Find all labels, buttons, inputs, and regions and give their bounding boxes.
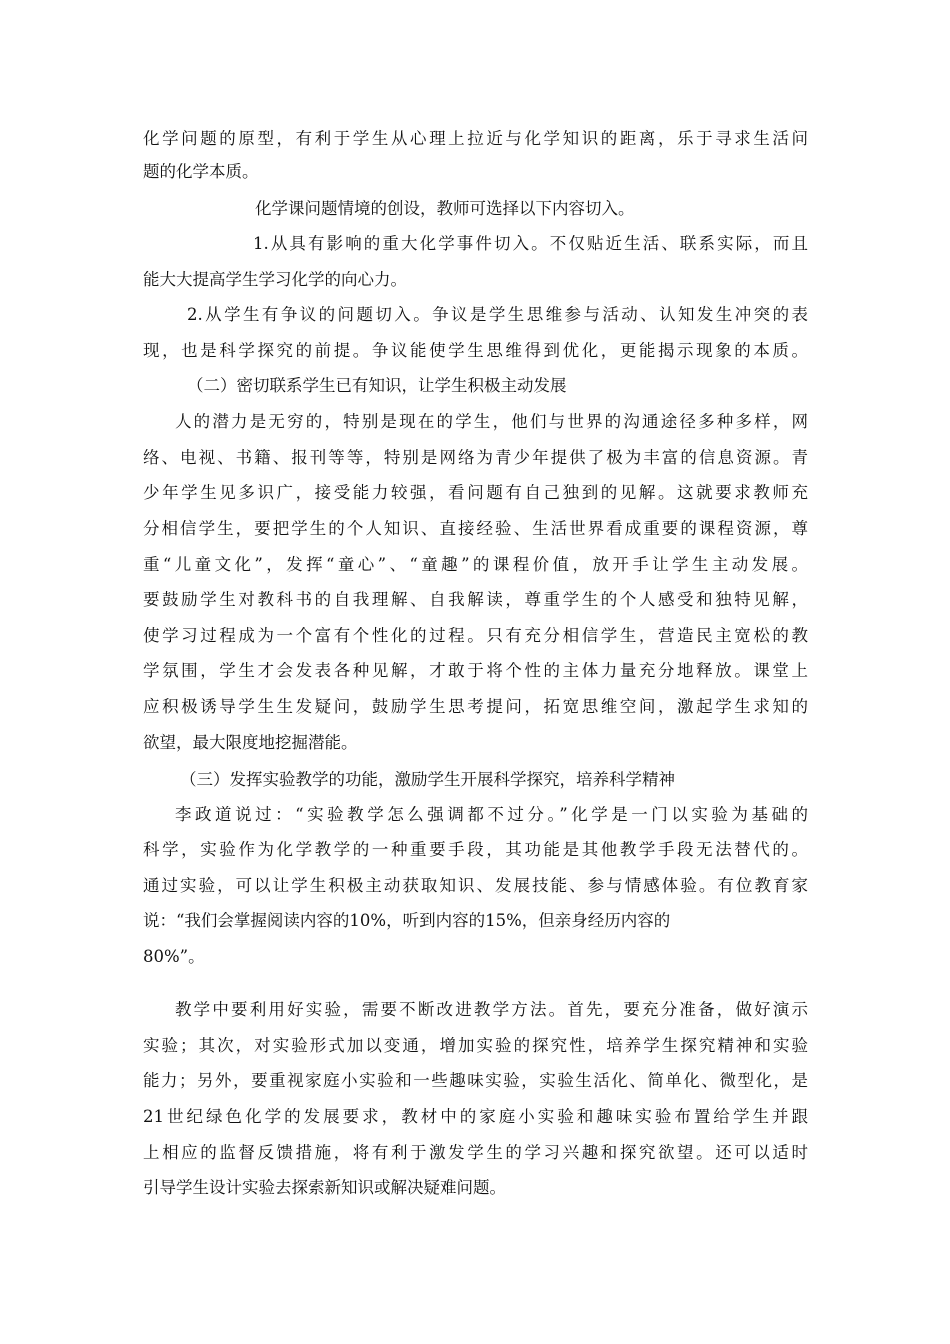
- text-line: 能大大提高学生学习化学的向心力。: [143, 270, 407, 289]
- text-line: 说：“我们会掌握阅读内容的10%，听到内容的15%，但亲身经历内容的: [143, 911, 671, 930]
- section-heading: （三）发挥实验教学的功能，激励学生开展科学探究，培养科学精神: [180, 770, 675, 789]
- text-line: 化学问题的原型，有利于学生从心理上拉近与化学知识的距离，乐于寻求生活问: [143, 129, 808, 148]
- text-line: 学氛围，学生才会发表各种见解，才敢于将个性的主体力量充分地释放。课堂上: [143, 661, 808, 680]
- text-line: 化学课问题情境的创设，教师可选择以下内容切入。: [255, 199, 635, 218]
- text-line: 80%”。: [143, 947, 205, 966]
- text-line: 科学，实验作为化学教学的一种重要手段，其功能是其他教学手段无法替代的。: [143, 840, 808, 859]
- text-line: 少年学生见多识广，接受能力较强，看问题有自己独到的见解。这就要求教师充: [143, 483, 808, 502]
- text-line: 题的化学本质。: [143, 162, 259, 181]
- text-line: 李政道说过：“实验教学怎么强调都不过分。”化学是一门以实验为基础的: [175, 805, 808, 824]
- text-line: 上相应的监督反馈措施，将有利于激发学生的学习兴趣和探究欲望。还可以适时: [143, 1143, 808, 1162]
- text-line: 1.从具有影响的重大化学事件切入。不仅贴近生活、联系实际，而且: [253, 234, 808, 253]
- text-line: 现，也是科学探究的前提。争议能使学生思维得到优化，更能揭示现象的本质。: [143, 341, 808, 360]
- text-line: 通过实验，可以让学生积极主动获取知识、发展技能、参与情感体验。有位教育家: [143, 876, 808, 895]
- text-line: 能力；另外，要重视家庭小实验和一些趣味实验，实验生活化、简单化、微型化，是: [143, 1071, 808, 1090]
- text-line: 2.从学生有争议的问题切入。争议是学生思维参与活动、认知发生冲突的表: [187, 305, 808, 324]
- text-line: 引导学生设计实验去探索新知识或解决疑难问题。: [143, 1178, 506, 1197]
- text-line: 使学习过程成为一个富有个性化的过程。只有充分相信学生，营造民主宽松的教: [143, 626, 808, 645]
- text-line: 教学中要利用好实验，需要不断改进教学方法。首先，要充分准备，做好演示: [175, 1000, 808, 1019]
- text-line: 分相信学生，要把学生的个人知识、直接经验、生活世界看成重要的课程资源，尊: [143, 519, 808, 538]
- section-heading: （二）密切联系学生已有知识，让学生积极主动发展: [187, 376, 567, 395]
- text-line: 络、电视、书籍、报刊等等，特别是网络为青少年提供了极为丰富的信息资源。青: [143, 448, 808, 467]
- text-line: 21世纪绿色化学的发展要求，教材中的家庭小实验和趣味实验布置给学生并跟: [143, 1107, 808, 1126]
- text-line: 实验；其次，对实验形式加以变通，增加实验的探究性，培养学生探究精神和实验: [143, 1036, 808, 1055]
- text-line: 人的潜力是无穷的，特别是现在的学生，他们与世界的沟通途径多种多样，网: [175, 412, 808, 431]
- text-line: 要鼓励学生对教科书的自我理解、自我解读，尊重学生的个人感受和独特见解，: [143, 590, 808, 609]
- text-line: 欲望，最大限度地挖掘潜能。: [143, 733, 358, 752]
- text-line: 重“儿童文化”，发挥“童心”、“童趣”的课程价值，放开手让学生主动发展。: [143, 555, 808, 574]
- text-line: 应积极诱导学生生发疑问，鼓励学生思考提问，拓宽思维空间，激起学生求知的: [143, 697, 808, 716]
